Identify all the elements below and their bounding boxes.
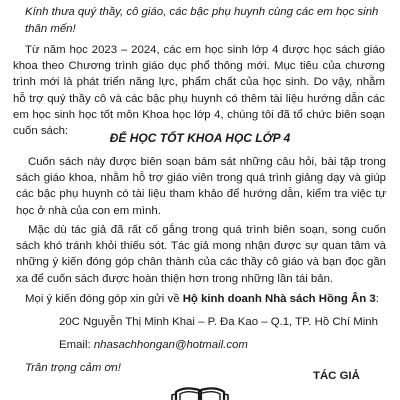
contact-suffix: : bbox=[375, 293, 379, 305]
intro-paragraph: Từ năm học 2023 – 2024, các em học sinh lớp 4 được học sách giáo khoa theo Chương trình giáo dục phổ thông mới. Mục tiêu của chương trình mới là phát triển năng lực, phẩm chất của học sinh. Do vậy, nhằm hỗ trợ quý thầy cô và các bậc phụ huynh có thêm tài liệu hướng dẫn các em học sinh học tốt môn Khoa học lớp 4, chúng tôi đã tổ chức biên soạn cuốn sách: bbox=[13, 44, 385, 138]
contact-prefix: Mọi ý kiến đóng góp xin gửi về bbox=[25, 293, 183, 305]
email-line bbox=[59, 337, 389, 353]
greeting-text: Kính thưa quý thầy, cô giáo, các bậc phụ huynh cùng các em học sinh thân mến! bbox=[25, 6, 379, 35]
closing-thanks: Trân trọng cảm ơn! bbox=[25, 362, 121, 374]
open-book-icon bbox=[170, 384, 230, 400]
publisher-address: 20C Nguyễn Thị Minh Khai – P. Đa Kao – Q.1, TP. Hồ Chí Minh bbox=[59, 316, 378, 328]
email-label: Email: bbox=[59, 339, 94, 351]
contact-line bbox=[25, 291, 395, 307]
description-paragraph: Cuốn sách này được biên soạn bám sát những câu hỏi, bài tập trong sách giáo khoa, nhằm hỗ trợ giáo viên trong quá trình giảng dạy và giúp các bậc phụ huynh có tài liệu tham khảo để hướng dẫn, kiểm tra việc tự học ở nhà của con em mình. bbox=[16, 156, 386, 217]
feedback-paragraph: Mặc dù tác giả đã rất cố gắng trong quá trình biên soạn, song cuốn sách khó tránh khỏi thiếu sót. Tác giả mong nhận được sự quan tâm và những ý kiến đóng góp chân thành của các thầy cô giáo và bạn đọc gần xa để cuốn sách được hoàn thiện hơn trong những lần tái bản. bbox=[16, 224, 386, 285]
book-title: ĐỂ HỌC TỐT KHOA HỌC LỚP 4 bbox=[109, 131, 291, 145]
email-address: nhasachhongan@hotmail.com bbox=[93, 339, 248, 351]
author-signature: TÁC GIẢ bbox=[313, 370, 360, 382]
publisher-name: Hộ kinh doanh Nhà sách Hồng Ân 3 bbox=[182, 293, 376, 305]
